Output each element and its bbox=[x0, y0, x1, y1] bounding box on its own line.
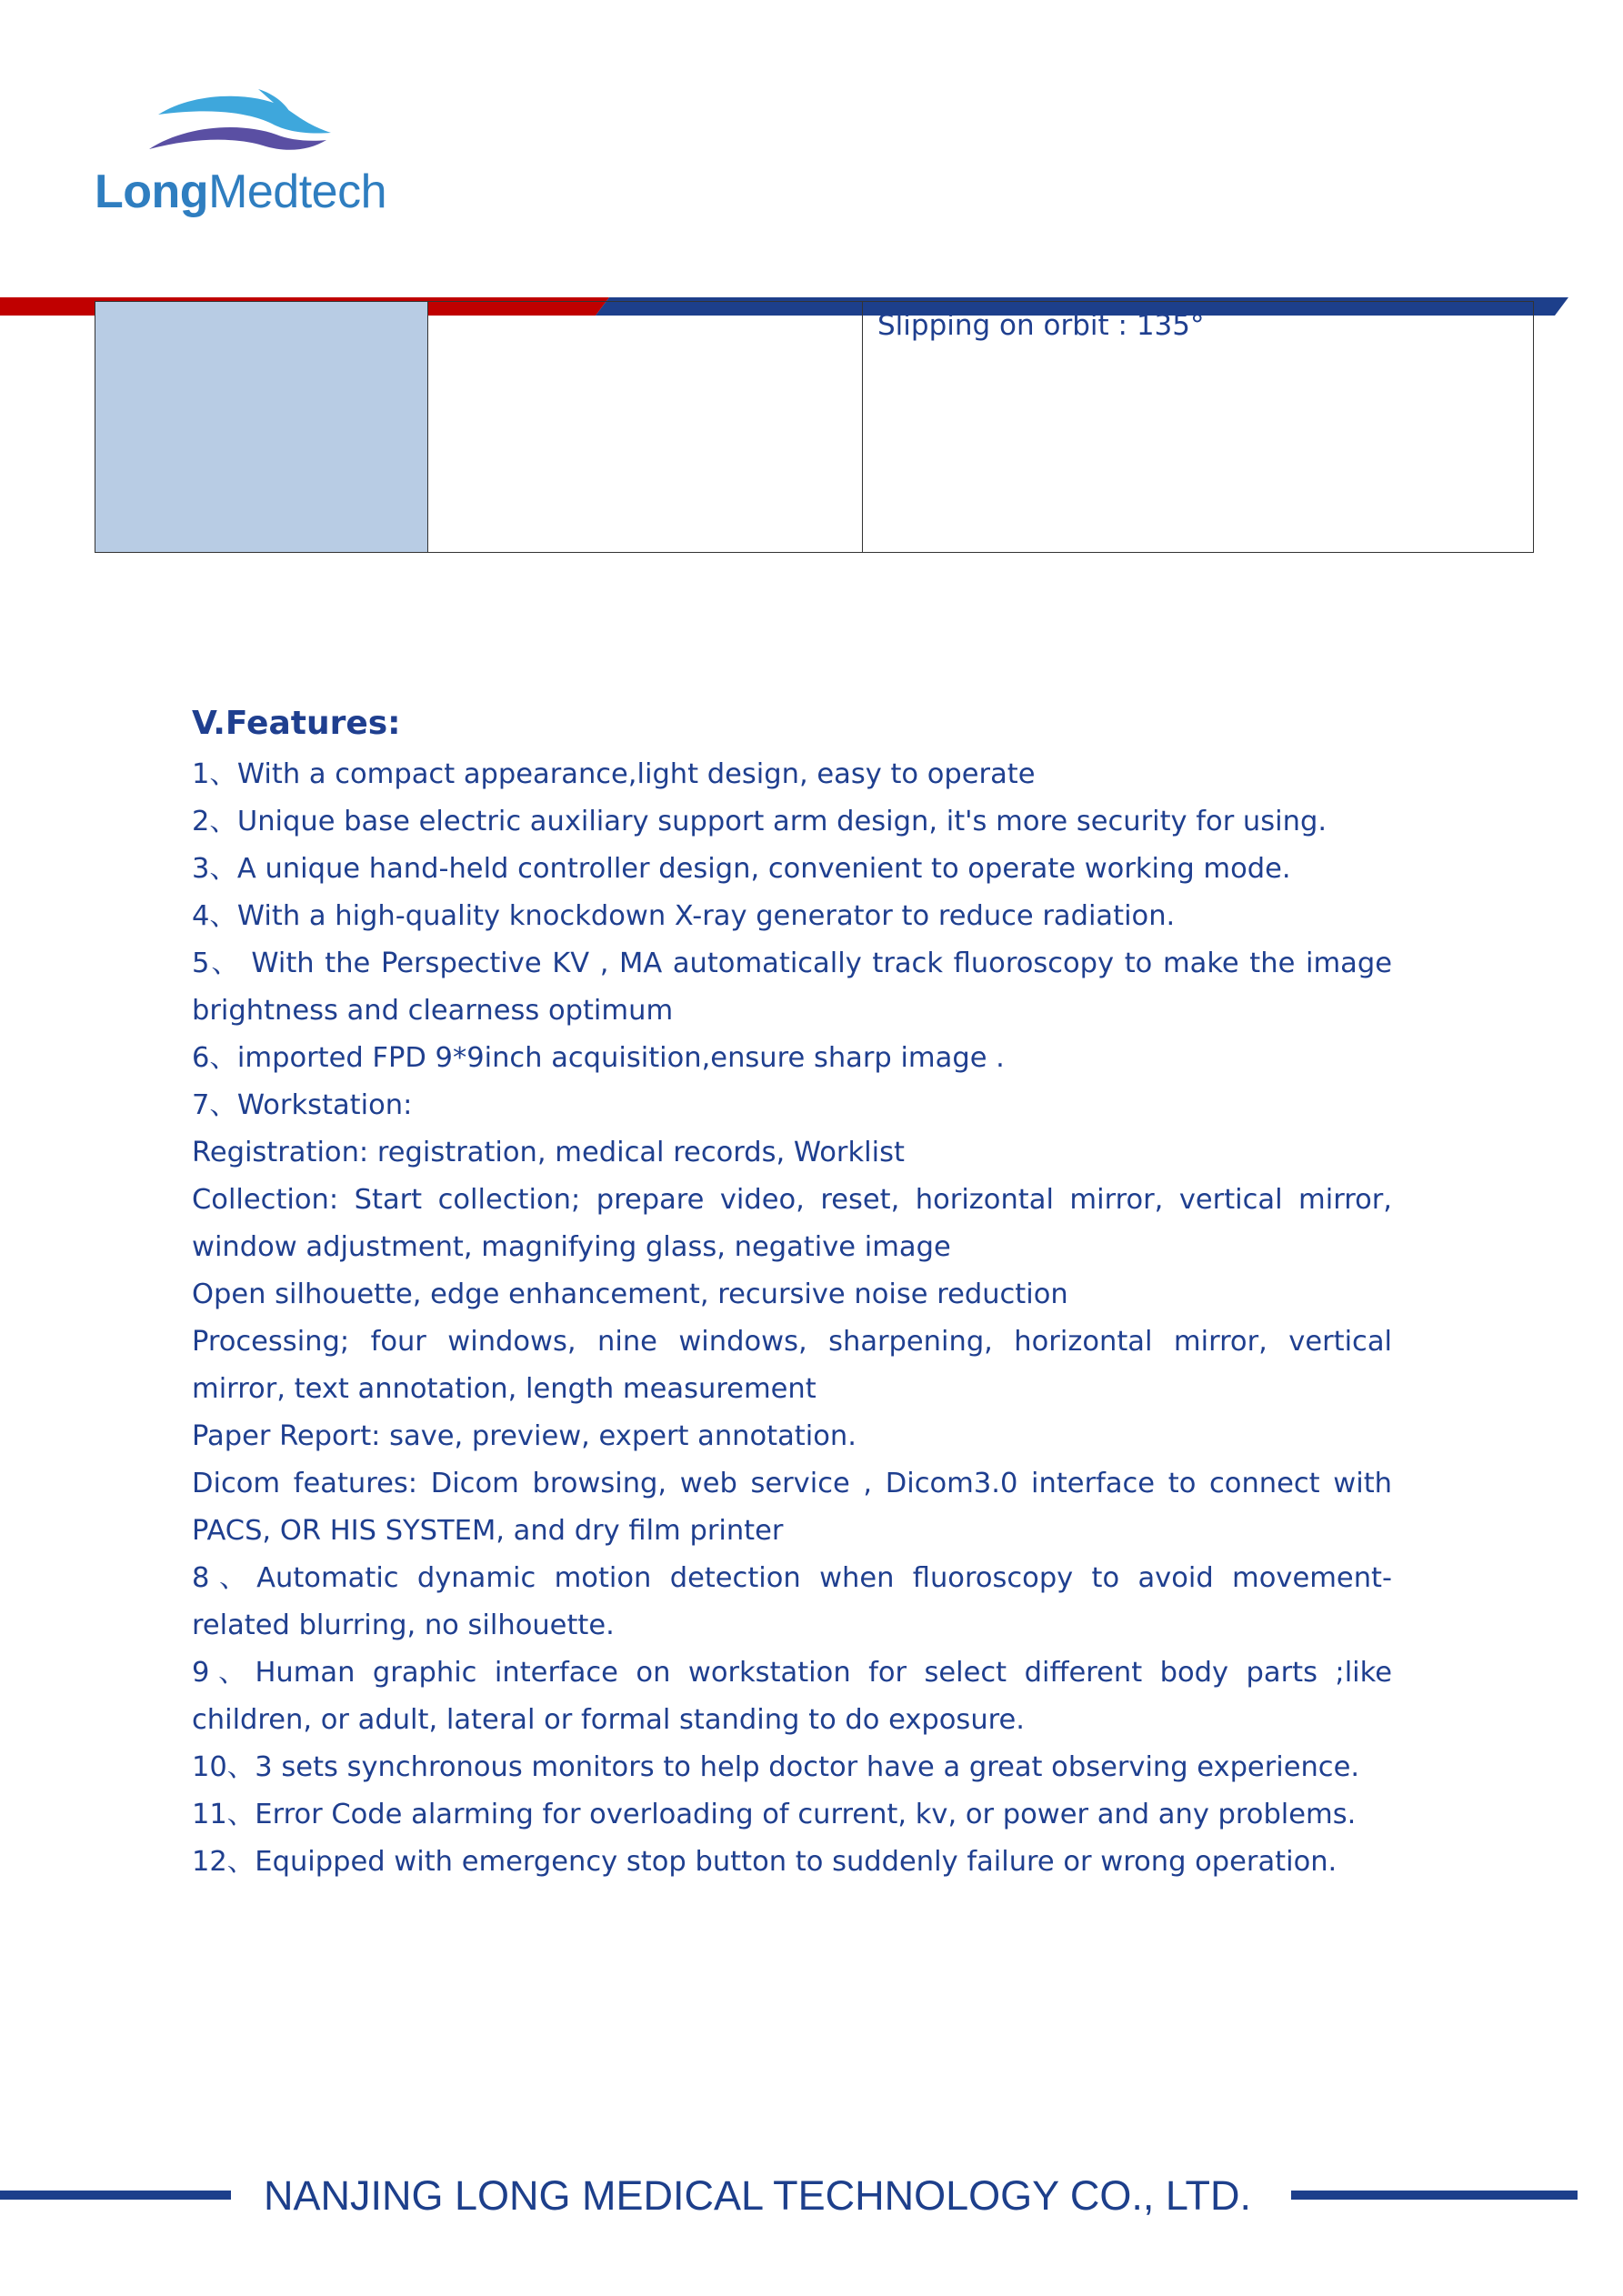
feature-line: Open silhouette, edge enhancement, recursive noise reduction bbox=[192, 1278, 1068, 1310]
table-cell-text: Slipping on orbit : 135° bbox=[877, 309, 1205, 342]
feature-line: 8、Automatic dynamic motion detection when fluoroscopy to avoid movement-related blurring, no silhouette. bbox=[192, 1562, 1392, 1641]
footer-rule-left bbox=[0, 2191, 231, 2200]
company-logo bbox=[95, 87, 395, 233]
table-label-cell bbox=[95, 302, 428, 552]
feature-line: 10、3 sets synchronous monitors to help doctor have a great observing experience. bbox=[192, 1751, 1360, 1783]
feature-line: 9、Human graphic interface on workstation for select different body parts ;like children, or adult, lateral or formal standing to do exposure. bbox=[192, 1657, 1392, 1736]
feature-line: 7、Workstation: bbox=[192, 1089, 413, 1121]
feature-line: 6、imported FPD 9*9inch acquisition,ensure sharp image . bbox=[192, 1042, 1005, 1074]
feature-line: Processing; four windows, nine windows, sharpening, horizontal mirror, vertical mirror, text annotation, length measurement bbox=[192, 1326, 1392, 1405]
features-section bbox=[192, 700, 1392, 1886]
spec-table bbox=[95, 301, 1534, 553]
feature-line: 12、Equipped with emergency stop button to suddenly failure or wrong operation. bbox=[192, 1846, 1337, 1878]
feature-line: 3、A unique hand-held controller design, convenient to operate working mode. bbox=[192, 853, 1291, 885]
feature-line: 2、Unique base electric auxiliary support arm design, it's more security for using. bbox=[192, 806, 1327, 837]
feature-line: Collection: Start collection; prepare video, reset, horizontal mirror, vertical mirror, window adjustment, magnifying glass, negative image bbox=[192, 1184, 1392, 1263]
features-heading: V.Features: bbox=[192, 705, 401, 742]
feature-line: Paper Report: save, preview, expert annotation. bbox=[192, 1420, 857, 1452]
feature-line: 4、With a high-quality knockdown X-ray generator to reduce radiation. bbox=[192, 900, 1176, 932]
feature-line: 11、Error Code alarming for overloading of current, kv, or power and any problems. bbox=[192, 1799, 1357, 1830]
page-footer bbox=[0, 2169, 1623, 2223]
logo-wordmark: LongMedtech bbox=[95, 165, 387, 218]
footer-company-name: NANJING LONG MEDICAL TECHNOLOGY CO., LTD. bbox=[264, 2172, 1252, 2219]
feature-line: 5、 With the Perspective KV , MA automatically track fluoroscopy to make the image brightness and clearness optimum bbox=[192, 947, 1392, 1027]
feature-line: Registration: registration, medical records, Worklist bbox=[192, 1137, 905, 1168]
table-empty-cell bbox=[428, 302, 863, 552]
feature-line: Dicom features: Dicom browsing, web service , Dicom3.0 interface to connect with PACS, OR HIS SYSTEM, and dry film printer bbox=[192, 1468, 1392, 1547]
feature-line: 1、With a compact appearance,light design, easy to operate bbox=[192, 758, 1036, 790]
bird-wave-icon bbox=[149, 87, 331, 160]
footer-rule-right bbox=[1291, 2191, 1578, 2200]
table-value-cell bbox=[863, 302, 1533, 552]
